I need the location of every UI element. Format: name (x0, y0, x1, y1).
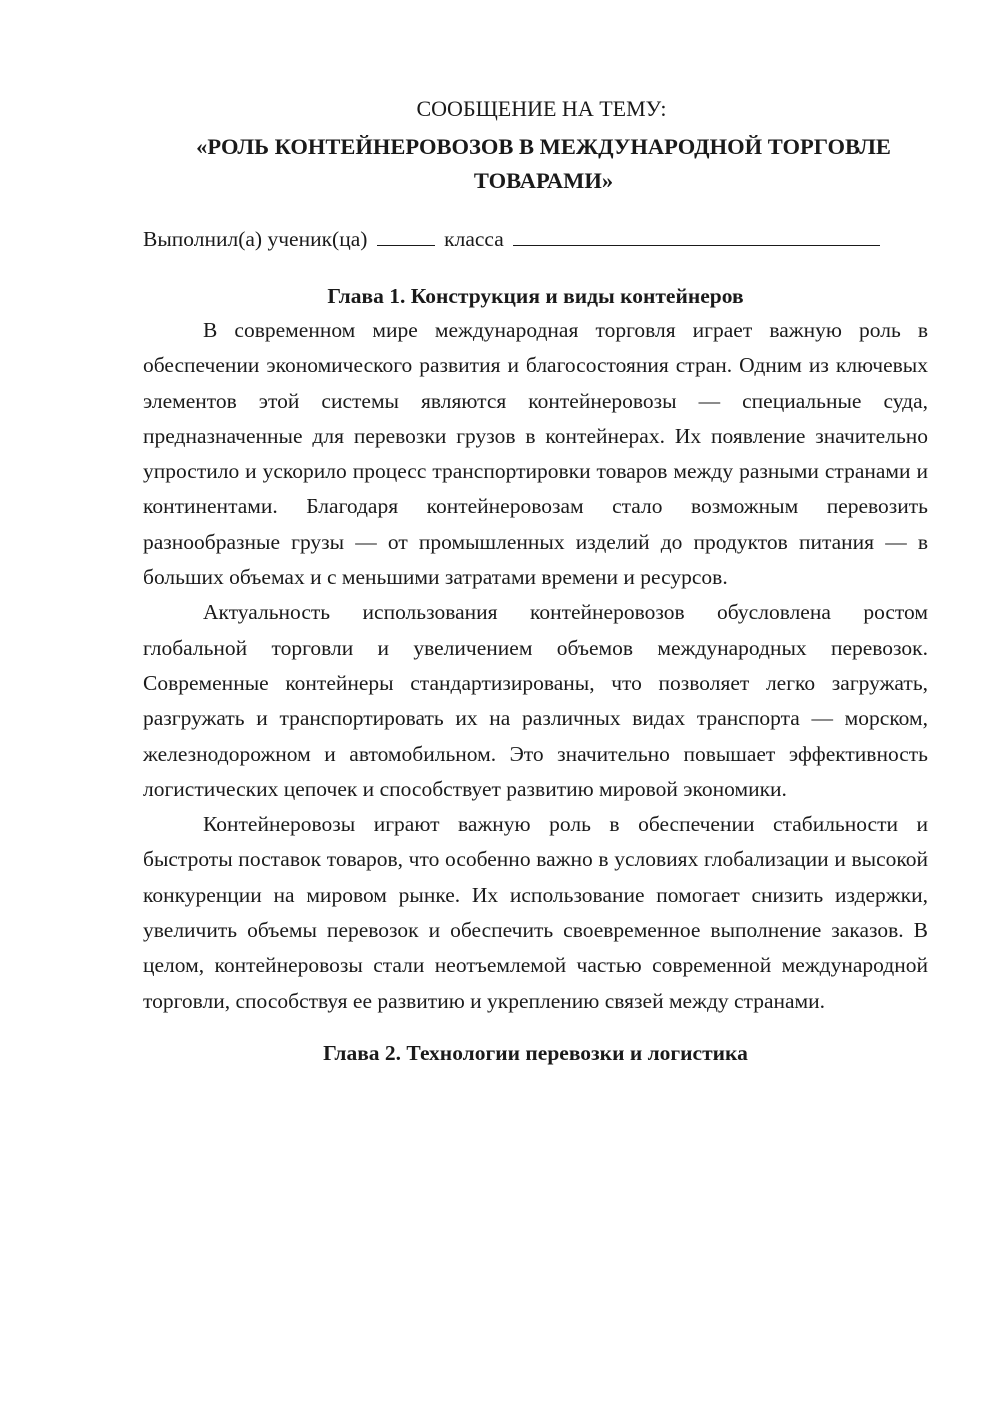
paragraph-1: В современном мире международная торговля играет важную роль в обеспечении экономического развития и благосостояния стран. Одним из ключевых элементов этой системы являются контейнеровозы — специальные суда, предназначенные для перевозки грузов в контейнерах. Их появление значительно упростило и ускорило процесс транспортировки товаров между разными странами и континентами. Благодаря контейнеровозам стало возможным перевозить разнообразные грузы — от промышленных изделий до продуктов питания — в больших объемах и с меньшими затратами времени и ресурсов. (143, 318, 928, 590)
paragraph-3: Контейнеровозы играют важную роль в обеспечении стабильности и быстроты поставок товаров, что особенно важно в условиях глобализации и высокой конкуренции на мировом рынке. Их использование помогает снизить издержки, увеличить объемы перевозок и обеспечить своевременное выполнение заказов. В целом, контейнеровозы стали неотъемлемой частью современной международной торговли, способствуя ее развитию и укреплению связей между странами. (143, 812, 928, 1013)
author-line (143, 222, 928, 256)
chapter-1-heading: Глава 1. Конструкция и виды контейнеров (327, 284, 744, 308)
document-subtitle: СООБЩЕНИЕ НА ТЕМУ: (416, 96, 667, 121)
document-title-text: «РОЛЬ КОНТЕЙНЕРОВОЗОВ В МЕЖДУНАРОДНОЙ ТОРГОВЛЕ ТОВАРАМИ» (196, 134, 891, 193)
performed-label: Выполнил(а) ученик(ца) (143, 227, 368, 251)
name-blank (513, 223, 880, 246)
document-title (143, 130, 928, 198)
chapter-2-heading: Глава 2. Технологии перевозки и логистика (323, 1040, 748, 1065)
grade-blank (377, 223, 435, 246)
class-label: класса (444, 227, 504, 251)
document-body (143, 92, 928, 1070)
paragraph-2: Актуальность использования контейнеровозов обусловлена ростом глобальной торговли и увеличением объемов международных перевозок. Современные контейнеры стандартизированы, что позволяет легко загружать, разгружать и транспортировать их на различных видах транспорта — морском, железнодорожном и автомобильном. Это значительно повышает эффективность логистических цепочек и способствует развитию мировой экономики. (143, 600, 928, 801)
